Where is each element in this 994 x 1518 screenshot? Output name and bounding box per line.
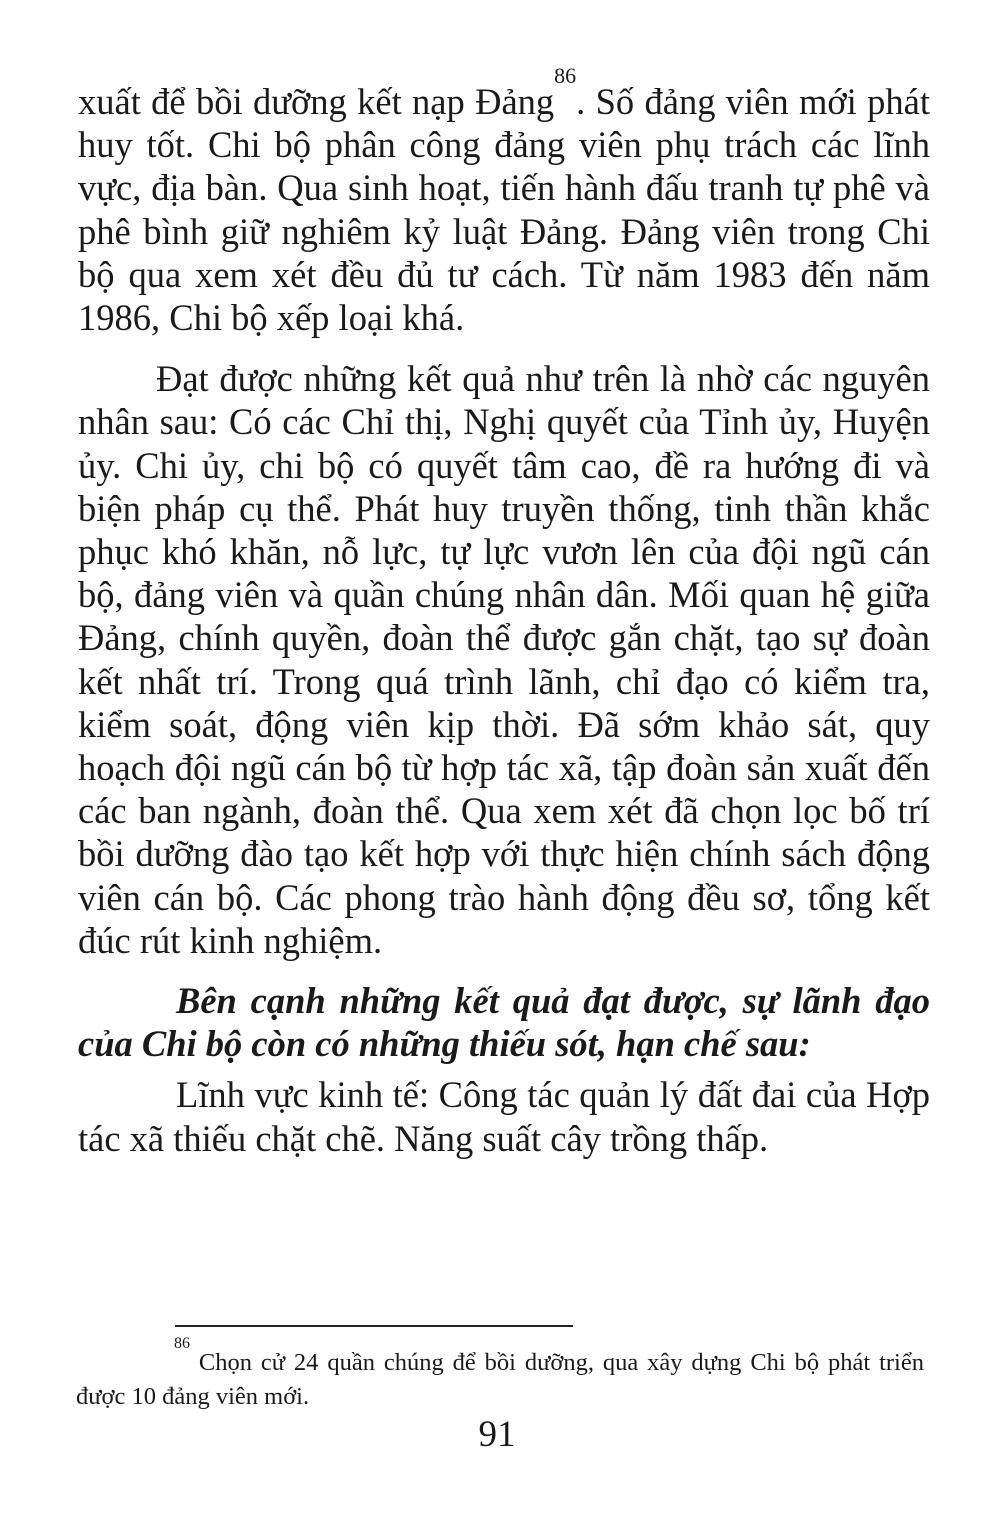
paragraph-1-text-start: xuất để bồi dưỡng kết nạp Đảng (78, 81, 555, 122)
section-heading-limitations: Bên cạnh những kết quả đạt được, sự lãnh đạo của Chi bộ còn có những thiếu sót, hạn chế sau: (78, 980, 930, 1065)
footnote-separator (175, 1325, 573, 1327)
footnote (76, 1335, 924, 1414)
paragraph-1-text-end: . Số đảng viên mới phát huy tốt. Chi bộ phân công đảng viên phụ trách các lĩnh vực, địa bàn. Qua sinh hoạt, tiến hành đấu tranh tự phê và phê bình giữ nghiêm kỷ luật Đảng. Đảng viên trong Chi bộ qua xem xét đều đủ tư cách. Từ năm 1983 đến năm 1986, Chi bộ xếp loại khá. (78, 81, 930, 339)
footnote-reference: 86 (554, 63, 577, 88)
paragraph-4: Lĩnh vực kinh tế: Công tác quản lý đất đai của Hợp tác xã thiếu chặt chẽ. Năng suất cây trồng thấp. (78, 1074, 930, 1159)
page-body (78, 63, 930, 1160)
paragraph-2: Đạt được những kết quả như trên là nhờ các nguyên nhân sau: Có các Chỉ thị, Nghị quyết của Tỉnh ủy, Huyện ủy. Chi ủy, chi bộ có quyết tâm cao, đề ra hướng đi và biện pháp cụ thể. Phát huy truyền thống, tinh thần khắc phục khó khăn, nỗ lực, tự lực vươn lên của đội ngũ cán bộ, đảng viên và quần chúng nhân dân. Mối quan hệ giữa Đảng, chính quyền, đoàn thể được gắn chặt, tạo sự đoàn kết nhất trí. Trong quá trình lãnh, chỉ đạo có kiểm tra, kiểm soát, động viên kịp thời. Đã sớm khảo sát, quy hoạch đội ngũ cán bộ từ hợp tác xã, tập đoàn sản xuất đến các ban ngành, đoàn thể. Qua xem xét đã chọn lọc bố trí bồi dưỡng đào tạo kết hợp với thực hiện chính sách động viên cán bộ. Các phong trào hành động đều sơ, tổng kết đúc rút kinh nghiệm. (78, 358, 930, 961)
page-number: 91 (478, 1414, 516, 1455)
paragraph-1 (78, 63, 930, 339)
footnote-mark: 86 (174, 1335, 190, 1352)
footnote-text: Chọn cử 24 quần chúng để bồi dưỡng, qua xây dựng Chi bộ phát triển được 10 đảng viên mới. (76, 1349, 924, 1410)
